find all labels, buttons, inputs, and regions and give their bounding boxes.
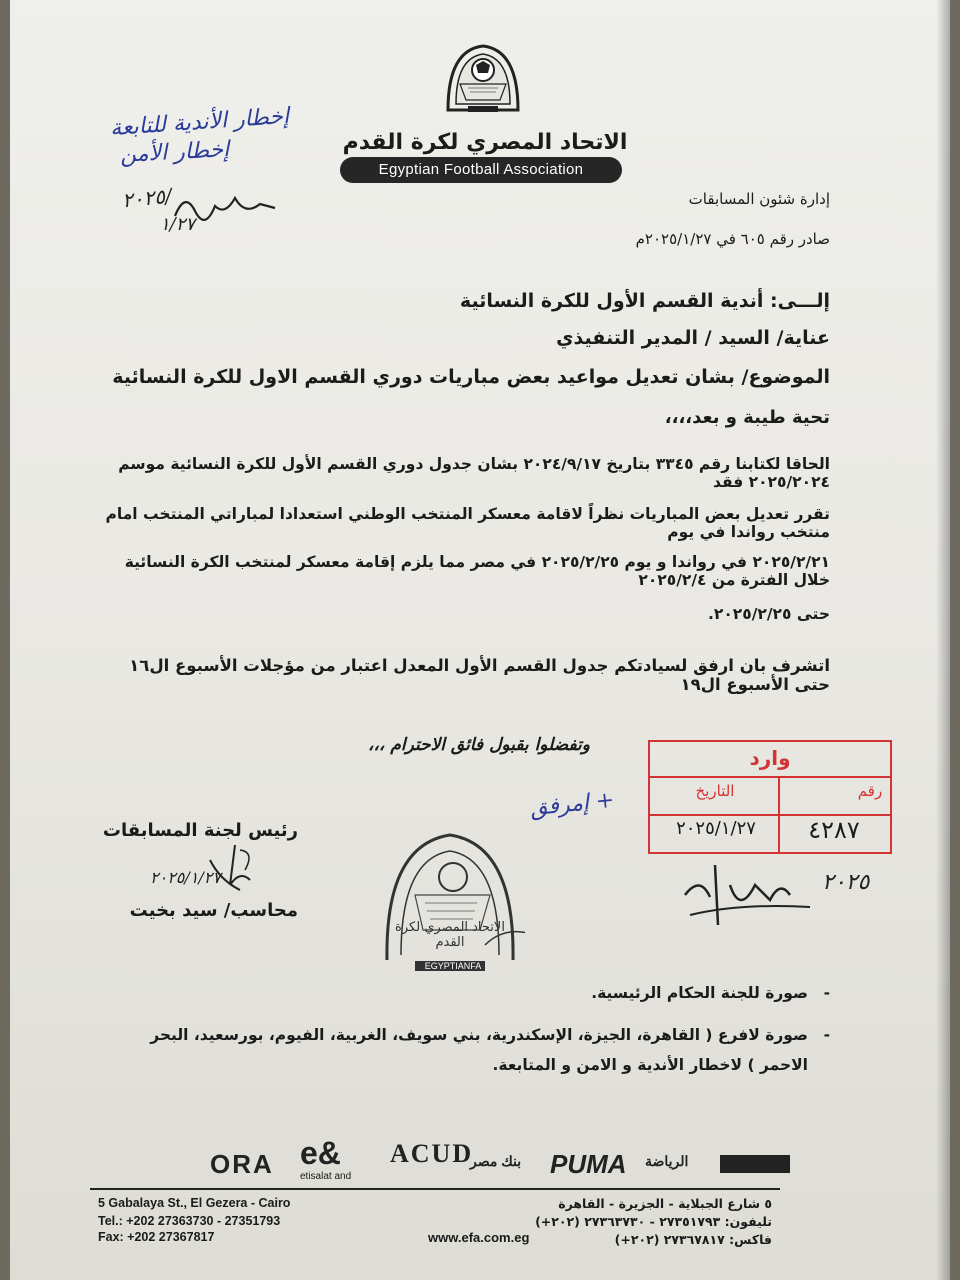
signatory-title: رئيس لجنة المسابقات xyxy=(102,820,298,841)
attention-line: عناية/ السيد / المدير التنفيذي xyxy=(556,327,830,349)
stamp-divider xyxy=(778,776,780,852)
body-line-4: حتى ٢٠٢٥/٢/٢٥. xyxy=(707,605,830,623)
efa-seal-icon xyxy=(375,825,525,975)
sponsor-puma-logo: PUMA xyxy=(550,1149,627,1179)
footer-tel-en: Tel.: +202 27363730 - 27351793 xyxy=(98,1214,281,1228)
copy-item: - صورة للجنة الحكام الرئيسية. xyxy=(110,978,830,1008)
sponsor-etisalat-logo: e& xyxy=(300,1135,341,1171)
handwritten-signature-icon xyxy=(170,186,280,226)
greeting: تحية طيبة و بعد،،،، xyxy=(664,407,830,428)
sponsor-ora-logo: ORA xyxy=(210,1149,274,1179)
footer-divider xyxy=(90,1188,780,1190)
incoming-stamp xyxy=(648,740,892,854)
sponsor-gov-logo-icon xyxy=(720,1155,790,1173)
efa-logo-icon xyxy=(438,40,528,120)
attachment-note: اتشرف بان ارفق لسيادتكم جدول القسم الأول المعدل اعتبار من مؤجلات الأسبوع ال١٦ حتى الأسبوع ال١٩ xyxy=(129,656,830,694)
org-name-english: Egyptian Football Association xyxy=(340,157,622,183)
footer-fax-ar: فاكس: ٢٧٣٦٧٨١٧ (٢٠٢+) xyxy=(614,1232,772,1247)
sponsor-bank-logo: بنك مصر xyxy=(470,1153,522,1169)
sponsor-etisalat-caption: etisalat and xyxy=(300,1171,352,1182)
department-name: إدارة شئون المسابقات xyxy=(688,190,830,208)
footer-address-ar: ٥ شارع الجبلاية - الجزيرة - القاهرة xyxy=(558,1196,772,1211)
footer-fax-en: Fax: +202 27367817 xyxy=(98,1230,215,1244)
sponsor-acud-logo: ACUD xyxy=(390,1139,474,1168)
reference-number: صادر رقم ٦٠٥ في ٢٠٢٥/١/٢٧م xyxy=(635,230,830,248)
signature-handwritten-date: ٢٠٢٥/١/٢٧ xyxy=(150,868,221,887)
closing-line: وتفضلوا بقبول فائق الاحترام ،،، xyxy=(367,735,590,755)
handwritten-date: ٢٠٢٥/ xyxy=(120,183,173,213)
body-line-3: ٢٠٢٥/٢/٢١ في رواندا و يوم ٢٠٢٥/٢/٢٥ في مصر مما يلزم إقامة معسكر لمنتخب الكرة النسائية خلال الفترة من ٢٠٢٥/٢/٤ xyxy=(124,553,830,589)
copy-item: - صورة لافرع ( القاهرة، الجيزة، الإسكندرية، بني سويف، الغربية، الفيوم، بورسعيد، البحر الاحمر ) لاخطار الأندية و الامن و المتابعة. xyxy=(110,1020,830,1080)
handwritten-signature-icon xyxy=(680,855,890,935)
handwritten-attachment-note: + إمرفق xyxy=(528,787,616,822)
footer-tel-ar: تليفون: ٢٧٣٥١٧٩٣ - ٢٧٣٦٣٧٣٠ (٢٠٢+) xyxy=(535,1214,772,1229)
body-line-2: تقرر تعديل بعض المباريات نظراً لاقامة معسكر المنتخب الوطني استعدادا لمباراتي المنتخب امام منتخب رواندا في يوم xyxy=(105,505,830,541)
stamp-number-label: رقم xyxy=(857,782,883,800)
footer-address-en: 5 Gabalaya St., El Gezera - Cairo xyxy=(98,1196,291,1210)
recipient-line: إلـــى: أندية القسم الأول للكرة النسائية xyxy=(459,290,830,312)
stamp-title: وارد xyxy=(749,746,791,770)
copies-list xyxy=(110,978,830,1092)
signatory-name: محاسب/ سيد بخيت xyxy=(129,900,298,921)
subject-line: الموضوع/ بشان تعديل مواعيد بعض مباريات دوري القسم الاول للكرة النسائية xyxy=(112,366,830,388)
org-name-arabic: الاتحاد المصري لكرة القدم xyxy=(342,130,628,155)
stamp-number: ٤٢٨٧ xyxy=(808,816,860,844)
handwritten-date-2: ١/٢٧ xyxy=(160,214,196,235)
seal-text-arabic: الاتحاد المصري لكرة القدم xyxy=(395,920,505,950)
page-edge-shadow xyxy=(936,0,950,1280)
stamp-date-label: التاريخ xyxy=(695,782,735,800)
letter-page xyxy=(10,0,950,1280)
sponsor-sport-ministry-logo: الرياضة xyxy=(645,1153,689,1169)
handwritten-right-date: ٢٠٢٥ xyxy=(822,870,870,895)
handwritten-note-line1: إخطار الأندية للتابعة xyxy=(109,103,290,142)
handwritten-note-line2: إخطار الأمن xyxy=(119,137,230,168)
body-line-1: الحاقا لكتابنا رقم ٣٣٤٥ بتاريخ ٢٠٢٤/٩/١٧ بشان جدول دوري القسم الأول للكرة النسائية موسم ٢٠٢٥/٢٠٢٤ فقد xyxy=(118,455,830,491)
stamp-date: ٢٠٢٥/١/٢٧ xyxy=(676,818,756,839)
sponsor-strip xyxy=(200,1135,800,1185)
seal-text-english: EGYPTIANFA xyxy=(424,961,482,971)
stamp-divider xyxy=(650,776,890,778)
footer-website: www.efa.com.eg xyxy=(428,1230,530,1245)
